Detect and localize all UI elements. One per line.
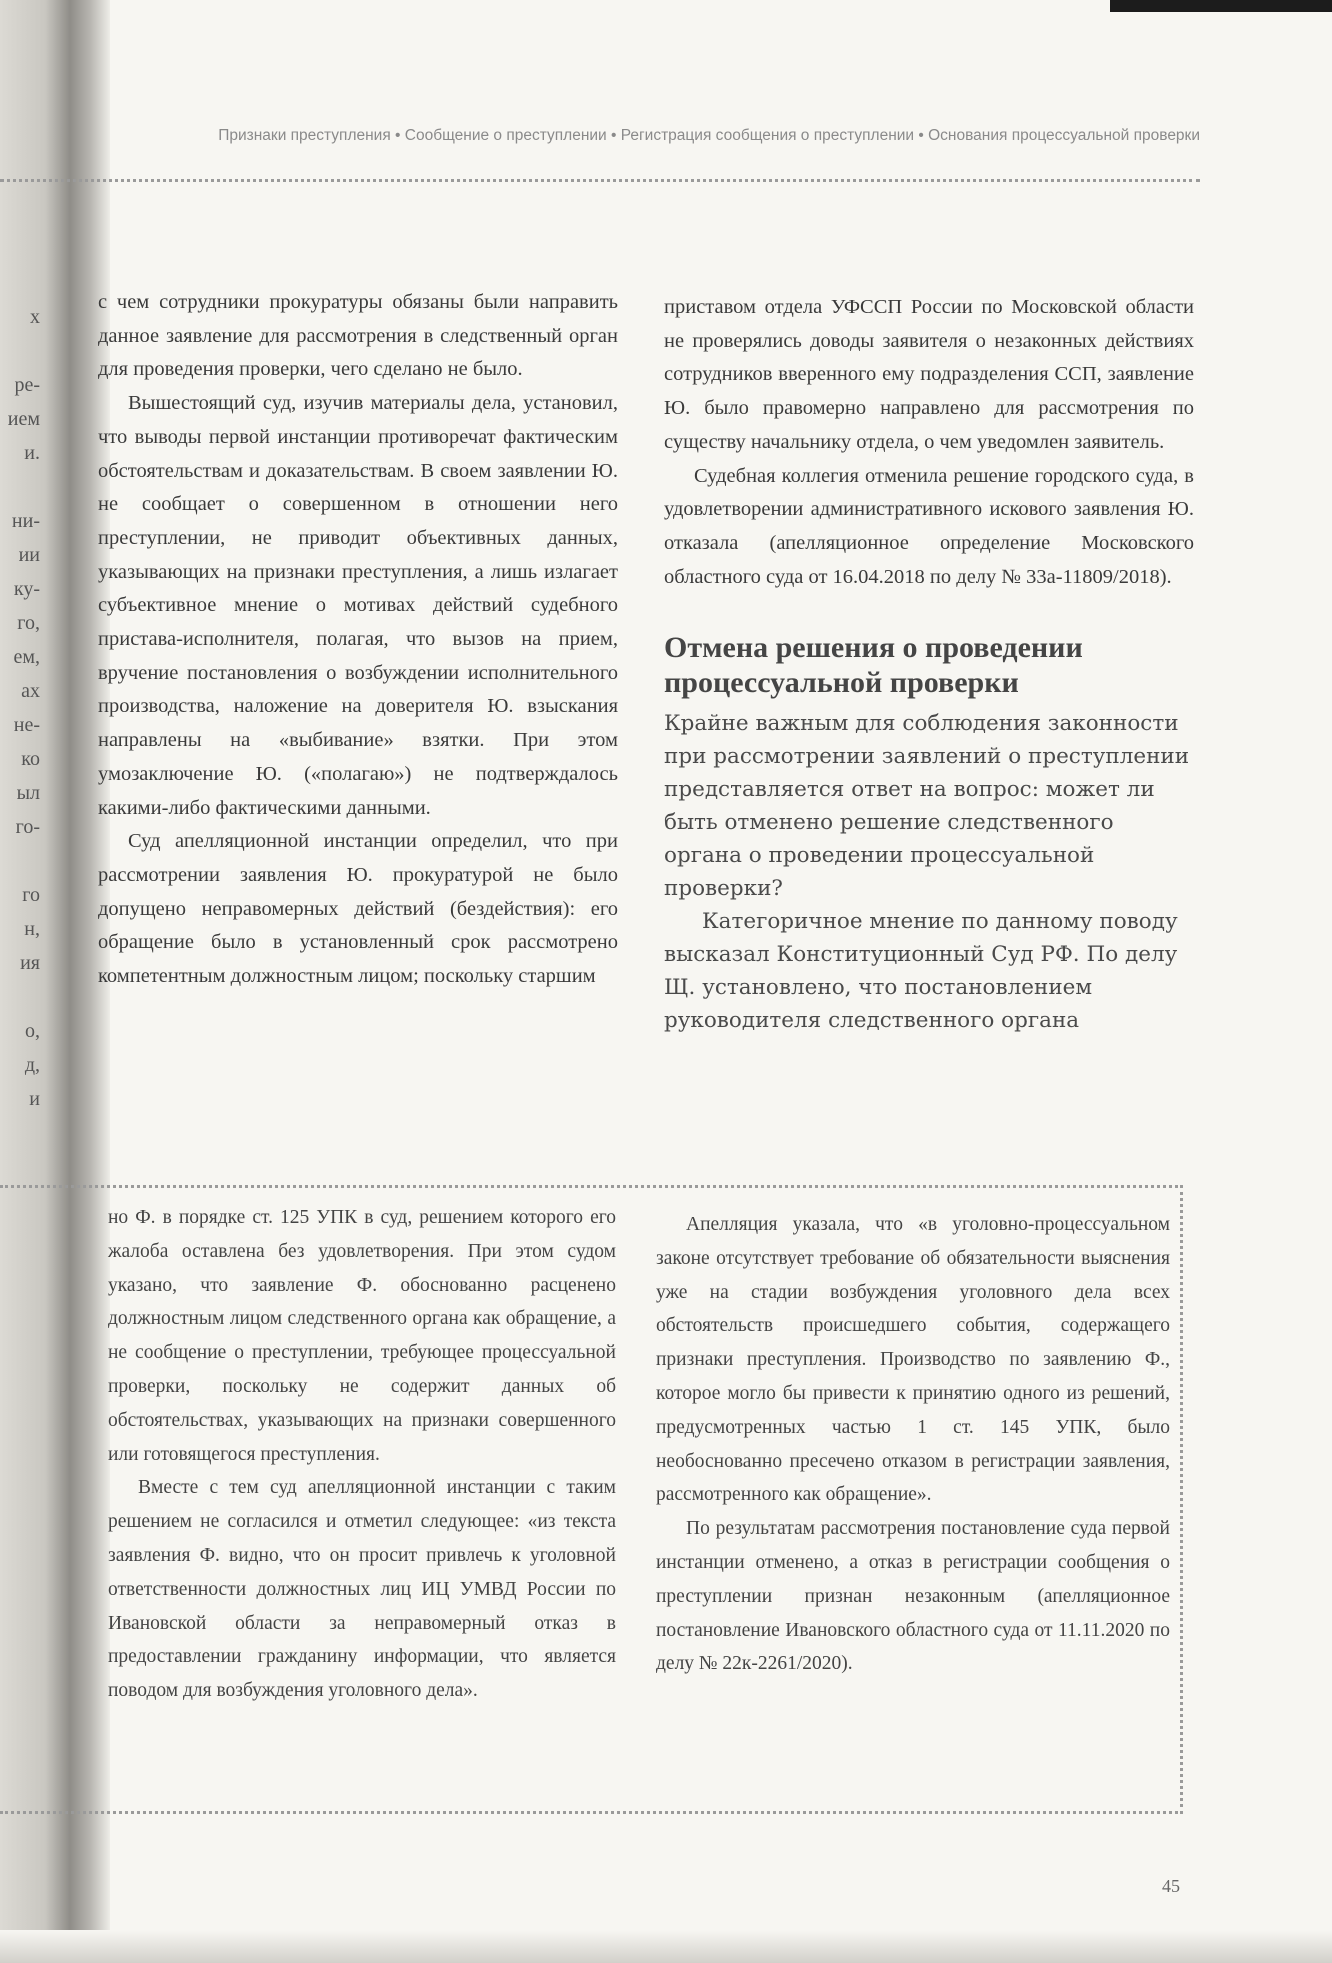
- edge-line: х: [30, 306, 40, 328]
- edge-line: ыл: [16, 782, 40, 804]
- edge-line: ия: [20, 952, 40, 974]
- right-text-column: [664, 291, 1194, 1037]
- paragraph: приставом отдела УФССП России по Московской области не проверялись доводы заявителя о незаконных действиях сотрудников вверенного ему подразделения ССП, заявление Ю. было правомерно направлено для рассмотрения по существу начальнику отдела, о чем уведомлен заявитель.: [664, 296, 1194, 453]
- paragraph: с чем сотрудники прокуратуры обязаны были направить данное заявление для рассмотрения в следственный орган для проведения проверки, чего сделано не было.: [98, 291, 618, 381]
- edge-line: ии: [18, 544, 40, 566]
- box-left-column: [108, 1201, 616, 1708]
- edge-line: [0, 334, 40, 368]
- scan-bottom-shadow: [0, 1930, 1332, 1963]
- paragraph: Категоричное мнение по данному поводу высказал Конституционный Суд РФ. По делу Щ. установлено, что постановлением руководителя следственного органа: [664, 909, 1178, 1034]
- edge-line: ре-: [14, 374, 40, 396]
- header-dotted-rule: [0, 179, 1200, 182]
- edge-line: [0, 470, 40, 504]
- paragraph: Судебная коллегия отменила решение городского суда, в удовлетворении административного искового заявления Ю. отказала (апелляционное определение Московского областного суда от 16.04.2018 по делу № 33а-11809/2018).: [664, 464, 1194, 588]
- edge-line: го: [22, 884, 40, 906]
- edge-line: н,: [24, 918, 40, 940]
- edge-line: ах: [21, 680, 40, 702]
- paragraph: По результатам рассмотрения постановление суда первой инстанции отменено, а отказ в регистрации сообщения о преступлении признан незаконным (апелляционное постановление Ивановского областного суда от 11.11.2020 по делу № 22к-2261/2020).: [656, 1518, 1170, 1675]
- paragraph: Вместе с тем суд апелляционной инстанции с таким решением не согласился и отметил следующее: «из текста заявления Ф. видно, что он просит привлечь к уголовной ответственности должностных лиц ИЦ УМВД России по Ивановской области за неправомерный отказ в предоставлении гражданину информации, что является поводом для возбуждения уголовного дела».: [108, 1477, 616, 1702]
- edge-line: ием: [7, 408, 40, 430]
- paragraph: но Ф. в порядке ст. 125 УПК в суд, решением которого его жалоба оставлена без удовлетворения. При этом судом указано, что заявление Ф. обоснованно расценено должностным лицом следственного органа как обращение, а не сообщение о преступлении, требующее процессуальной проверки, поскольку не содержит данных об обстоятельствах, указывающих на признаки совершенного или готовящегося преступления.: [108, 1207, 616, 1465]
- edge-line: [0, 980, 40, 1014]
- edge-line: и.: [24, 442, 40, 464]
- edge-line: не-: [13, 714, 40, 736]
- box-right-column: [656, 1208, 1170, 1681]
- section-lead-text: [664, 707, 1194, 1037]
- left-text-column: [98, 286, 618, 994]
- running-head: Признаки преступления • Сообщение о преступлении • Регистрация сообщения о преступлении • Основания процессуальной проверки: [218, 127, 1200, 144]
- edge-line: ем,: [13, 646, 40, 668]
- edge-line: ко: [21, 748, 40, 770]
- paragraph: Вышестоящий суд, изучив материалы дела, установил, что выводы первой инстанции противоречат фактическим обстоятельствам и доказательствам. В своем заявлении Ю. не сообщает о совершенном в отношении него преступлении, не приводит объективных данных, указывающих на признаки преступления, а лишь излагает субъективное мнение о мотивах действий судебного пристава-исполнителя, полагая, что вызов на прием, вручение постановления о возбуждении исполнительного производства, наложение на доверителя Ю. взыскания направлены на «выбивание» взятки. При этом умозаключение Ю. («полагаю») не подтверждалось какими-либо фактическими данными.: [98, 392, 618, 819]
- edge-line: о,: [25, 1020, 40, 1042]
- paragraph: Апелляция указала, что «в уголовно-процессуальном законе отсутствует требование об обязательности выяснения уже на стадии возбуждения уголовного дела всех обстоятельств происшедшего события, содержащего признаки преступления. Производство по заявлению Ф., которое могло бы привести к принятию одного из решений, предусмотренных частью 1 ст. 145 УПК, было необоснованно пресечено отказом в регистрации заявления, рассмотренного как обращение».: [656, 1214, 1170, 1506]
- edge-line: ни-: [11, 510, 40, 532]
- edge-line: и: [29, 1088, 40, 1110]
- edge-line: го,: [17, 612, 40, 634]
- scan-edge-strip: [1110, 0, 1332, 12]
- edge-line: [0, 844, 40, 878]
- edge-line: ку-: [13, 578, 40, 600]
- edge-line: д,: [24, 1054, 40, 1076]
- section-heading: Отмена решения о проведении процессуальной проверки: [664, 631, 1083, 700]
- edge-line: го-: [15, 816, 40, 838]
- paragraph: Суд апелляционной инстанции определил, что при рассмотрении заявления Ю. прокуратурой не было допущено неправомерных действий (бездействия): его обращение было в установленный срок рассмотрено компетентным должностным лицом; поскольку старшим: [98, 830, 618, 988]
- page-number: 45: [1162, 1876, 1180, 1896]
- previous-page-edge-text: [0, 300, 40, 1116]
- paragraph: Крайне важным для соблюдения законности при рассмотрении заявлений о преступлении представляется ответ на вопрос: может ли быть отменено решение следственного органа о проведении процессуальной проверки?: [664, 711, 1190, 902]
